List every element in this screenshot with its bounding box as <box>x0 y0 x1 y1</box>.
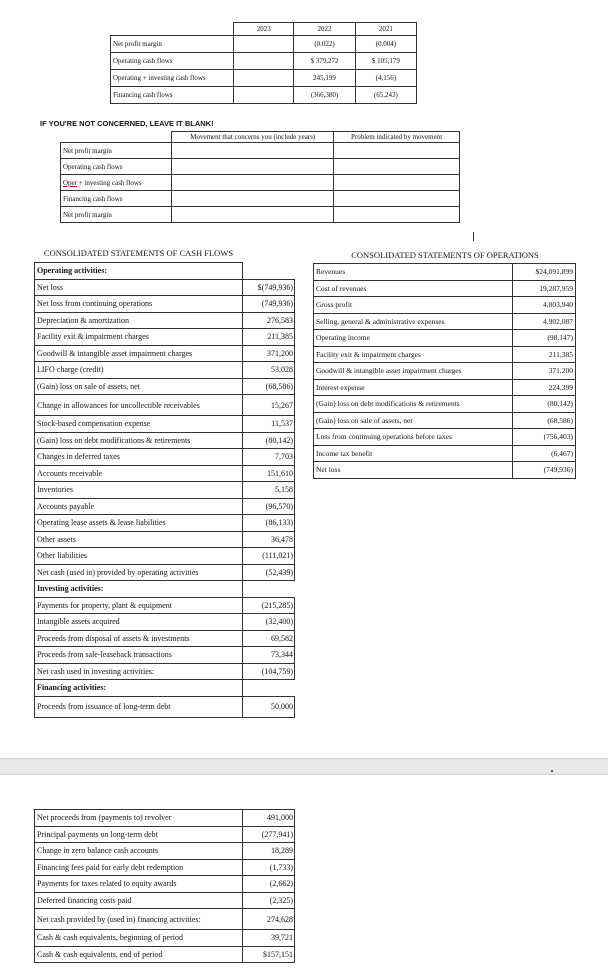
text-cursor <box>473 232 474 241</box>
concern-row <box>61 159 460 175</box>
row-label: (Gain) loss on debt modifications & retirements <box>314 396 513 413</box>
row-amount: (68,586) <box>513 412 576 429</box>
table-row <box>35 930 295 947</box>
row-label: LIFO charge (credit) <box>35 362 243 379</box>
section-header-row <box>35 263 295 280</box>
table-row <box>314 396 576 413</box>
row-label: Income tax benefit <box>314 445 513 462</box>
table-row <box>314 412 576 429</box>
row-amount: $24,091,899 <box>513 264 576 281</box>
table-row <box>35 892 295 909</box>
summary-header-row <box>111 23 417 36</box>
table-row <box>35 696 295 717</box>
row-label: Loss from continuing operations before taxes <box>314 429 513 446</box>
table-row <box>314 379 576 396</box>
row-amount: (104,759) <box>243 663 295 680</box>
row-label: Goodwill & intangible asset impairment charges <box>35 345 243 362</box>
concern-row <box>61 175 460 191</box>
row-amount: (2,325) <box>243 892 295 909</box>
row-label: Net cash used in investing activities: <box>35 663 243 680</box>
row-amount: 50,000 <box>243 696 295 717</box>
row-label: Payments for property, plant & equipment <box>35 597 243 614</box>
table-row <box>314 429 576 446</box>
instruction-warning: IF YOU'RE NOT CONCERNED, LEAVE IT BLANK! <box>40 119 214 128</box>
table-row <box>35 482 295 499</box>
table-row <box>35 465 295 482</box>
mouse-cursor-mark <box>551 770 553 772</box>
table-row <box>35 416 295 433</box>
row-label: Operating lease assets & lease liabilities <box>35 515 243 532</box>
row-label: Deferred financing costs paid <box>35 892 243 909</box>
row-label: Gross profit <box>314 297 513 314</box>
row-label: Goodwill & intangible asset impairment charges <box>314 363 513 380</box>
row-amount: 211,385 <box>243 329 295 346</box>
row-amount: (277,941) <box>243 826 295 843</box>
table-row <box>35 826 295 843</box>
movement-cell[interactable] <box>172 143 334 159</box>
table-row <box>35 876 295 893</box>
row-label: Inventories <box>35 482 243 499</box>
summary-row <box>111 53 417 70</box>
empty-amount <box>243 680 295 697</box>
problem-column-header: Problem indicated by movement <box>334 132 460 143</box>
summary-cell-2023[interactable] <box>233 53 293 70</box>
year-2021-header: 2021 <box>355 23 416 36</box>
row-label: Revenues <box>314 264 513 281</box>
row-label: Accounts receivable <box>35 465 243 482</box>
row-amount: $(749,936) <box>243 279 295 296</box>
summary-cell-2021: (0.004) <box>355 36 416 53</box>
table-row <box>35 362 295 379</box>
row-label: Net proceeds from (payments to) revolver <box>35 810 243 827</box>
row-label: Proceeds from issuance of long-term debt <box>35 696 243 717</box>
movement-cell[interactable] <box>172 159 334 175</box>
table-row <box>35 946 295 963</box>
row-label: Operating income <box>314 330 513 347</box>
table-row <box>35 548 295 565</box>
row-label: Net loss from continuing operations <box>35 296 243 313</box>
row-amount: (96,570) <box>243 498 295 515</box>
problem-cell[interactable] <box>334 159 460 175</box>
problem-cell[interactable] <box>334 175 460 191</box>
row-amount: 274,628 <box>243 909 295 930</box>
row-amount: (98,147) <box>513 330 576 347</box>
row-label: Proceeds from sale-leaseback transactions <box>35 647 243 664</box>
table-row <box>35 531 295 548</box>
row-amount: (749,936) <box>513 462 576 479</box>
row-label: Proceeds from disposal of assets & investments <box>35 630 243 647</box>
row-amount: 211,385 <box>513 346 576 363</box>
movement-cell[interactable] <box>172 175 334 191</box>
summary-cell-2023[interactable] <box>233 36 293 53</box>
row-amount: (2,662) <box>243 876 295 893</box>
row-amount: 53,028 <box>243 362 295 379</box>
row-amount: (86,133) <box>243 515 295 532</box>
row-label: Net loss <box>35 279 243 296</box>
row-label: Cash & cash equivalents, end of period <box>35 946 243 963</box>
table-row <box>35 614 295 631</box>
table-row <box>314 330 576 347</box>
row-label: Facility exit & impairment charges <box>314 346 513 363</box>
row-label: Other liabilities <box>35 548 243 565</box>
concern-label-rest: + investing cash flows <box>77 178 142 187</box>
concern-corner-cell <box>61 132 172 143</box>
row-amount: 18,289 <box>243 843 295 860</box>
table-row <box>35 859 295 876</box>
table-row <box>35 279 295 296</box>
section-header-row <box>35 581 295 598</box>
row-label: Interest expense <box>314 379 513 396</box>
summary-cell-2022: 245,199 <box>294 70 355 87</box>
row-amount: 371,200 <box>243 345 295 362</box>
row-label: (Gain) loss on sale of assets, net <box>314 412 513 429</box>
movement-cell[interactable] <box>172 191 334 207</box>
row-label: (Gain) loss on debt modifications & retirements <box>35 432 243 449</box>
concern-label: Financing cash flows <box>61 191 172 207</box>
table-row <box>35 449 295 466</box>
investing-activities-header: Investing activities: <box>35 581 243 598</box>
table-row <box>35 296 295 313</box>
summary-cell-2022: (366,380) <box>294 87 355 104</box>
row-amount: (80,142) <box>243 432 295 449</box>
row-amount: $157,151 <box>243 946 295 963</box>
row-amount: (1,733) <box>243 859 295 876</box>
row-amount: 19,287,959 <box>513 280 576 297</box>
operations-table <box>313 263 576 479</box>
row-label: Principal payments on long-term debt <box>35 826 243 843</box>
row-label: Facility exit & impairment charges <box>35 329 243 346</box>
summary-cell-2022: (0.022) <box>294 36 355 53</box>
summary-cell-2021: (4,156) <box>355 70 416 87</box>
table-row <box>35 843 295 860</box>
table-row <box>35 630 295 647</box>
row-amount: (756,403) <box>513 429 576 446</box>
summary-row <box>111 87 417 104</box>
table-row <box>35 597 295 614</box>
row-label: Net loss <box>314 462 513 479</box>
row-label: Intangible assets acquired <box>35 614 243 631</box>
row-amount: 73,344 <box>243 647 295 664</box>
concern-label: Net profit margin <box>61 207 172 223</box>
row-label: Stock-based compensation expense <box>35 416 243 433</box>
row-label: Accounts payable <box>35 498 243 515</box>
summary-cell-2021: $ 105,179 <box>355 53 416 70</box>
summary-cell-2023[interactable] <box>233 87 293 104</box>
table-row <box>314 313 576 330</box>
summary-cell-2021: (65,243) <box>355 87 416 104</box>
table-row <box>35 312 295 329</box>
problem-cell[interactable] <box>334 207 460 223</box>
concern-header-row <box>61 132 460 143</box>
table-row <box>35 810 295 827</box>
row-label: Net cash provided by (used in) financing activities: <box>35 909 243 930</box>
table-row <box>35 432 295 449</box>
table-row <box>35 909 295 930</box>
summary-label: Financing cash flows <box>111 87 234 104</box>
row-label: (Gain) loss on sale of assets, net <box>35 378 243 395</box>
row-label: Net cash (used in) provided by operating activities <box>35 564 243 581</box>
concern-table <box>60 131 460 223</box>
row-amount: 11,537 <box>243 416 295 433</box>
operations-title: CONSOLIDATED STATEMENTS OF OPERATIONS <box>351 250 539 260</box>
table-row <box>314 297 576 314</box>
row-amount: 5,158 <box>243 482 295 499</box>
table-row <box>35 329 295 346</box>
row-label: Selling, general & administrative expenses <box>314 313 513 330</box>
summary-corner-cell <box>111 23 234 36</box>
cash-flow-title: CONSOLIDATED STATEMENTS OF CASH FLOWS <box>43 248 234 258</box>
cash-flow-continued-table <box>34 809 295 963</box>
row-amount: 276,583 <box>243 312 295 329</box>
row-label: Cost of revenues <box>314 280 513 297</box>
row-label: Other assets <box>35 531 243 548</box>
table-row <box>314 264 576 281</box>
table-row <box>314 280 576 297</box>
row-amount: (6,467) <box>513 445 576 462</box>
row-amount: 69,582 <box>243 630 295 647</box>
table-row <box>35 515 295 532</box>
concern-row <box>61 207 460 223</box>
table-row <box>35 564 295 581</box>
concern-row <box>61 143 460 159</box>
row-amount: (32,400) <box>243 614 295 631</box>
problem-cell[interactable] <box>334 143 460 159</box>
summary-label: Net profit margin <box>111 36 234 53</box>
spellcheck-word: Oper <box>63 178 77 187</box>
concern-label <box>61 175 172 191</box>
row-label: Cash & cash equivalents, beginning of period <box>35 930 243 947</box>
row-label: Changes in deferred taxes <box>35 449 243 466</box>
table-row <box>35 647 295 664</box>
row-amount: 151,610 <box>243 465 295 482</box>
summary-row <box>111 36 417 53</box>
row-amount: 7,703 <box>243 449 295 466</box>
table-row <box>35 395 295 416</box>
row-amount: (80,142) <box>513 396 576 413</box>
operating-activities-header: Operating activities: <box>35 263 243 280</box>
row-amount: 4,803,940 <box>513 297 576 314</box>
row-amount: (68,586) <box>243 378 295 395</box>
summary-cell-2023[interactable] <box>233 70 293 87</box>
row-amount: 491,000 <box>243 810 295 827</box>
row-amount: 371,200 <box>513 363 576 380</box>
table-row <box>35 345 295 362</box>
table-row <box>314 363 576 380</box>
row-amount: 4,902,087 <box>513 313 576 330</box>
year-2023-header: 2023 <box>233 23 293 36</box>
page-break-gap <box>0 758 608 775</box>
table-row <box>35 498 295 515</box>
summary-cell-2022: $ 379,272 <box>294 53 355 70</box>
concern-row <box>61 191 460 207</box>
row-label: Change in allowances for uncollectible receivables <box>35 395 243 416</box>
table-row <box>35 378 295 395</box>
row-amount: 39,721 <box>243 930 295 947</box>
cash-flow-table <box>34 262 295 718</box>
year-2022-header: 2022 <box>294 23 355 36</box>
table-row <box>35 663 295 680</box>
summary-ratio-table <box>110 22 417 104</box>
concern-label: Net profit margin <box>61 143 172 159</box>
empty-amount <box>243 581 295 598</box>
summary-row <box>111 70 417 87</box>
table-row <box>314 462 576 479</box>
row-amount: (749,936) <box>243 296 295 313</box>
row-amount: 15,267 <box>243 395 295 416</box>
summary-label: Operating cash flows <box>111 53 234 70</box>
row-label: Depreciation & amortization <box>35 312 243 329</box>
problem-cell[interactable] <box>334 191 460 207</box>
row-label: Payments for taxes related to equity awards <box>35 876 243 893</box>
row-amount: 36,478 <box>243 531 295 548</box>
financing-activities-header: Financing activities: <box>35 680 243 697</box>
row-amount: (52,439) <box>243 564 295 581</box>
table-row <box>314 445 576 462</box>
concern-label: Operating cash flows <box>61 159 172 175</box>
row-amount: (215,285) <box>243 597 295 614</box>
row-amount: (111,021) <box>243 548 295 565</box>
movement-column-header: Movement that concerns you (include years) <box>172 132 334 143</box>
empty-amount <box>243 263 295 280</box>
movement-cell[interactable] <box>172 207 334 223</box>
row-amount: 224,399 <box>513 379 576 396</box>
row-label: Financing fees paid for early debt redemption <box>35 859 243 876</box>
table-row <box>314 346 576 363</box>
section-header-row <box>35 680 295 697</box>
row-label: Change in zero balance cash accounts <box>35 843 243 860</box>
summary-label: Operating + investing cash flows <box>111 70 234 87</box>
